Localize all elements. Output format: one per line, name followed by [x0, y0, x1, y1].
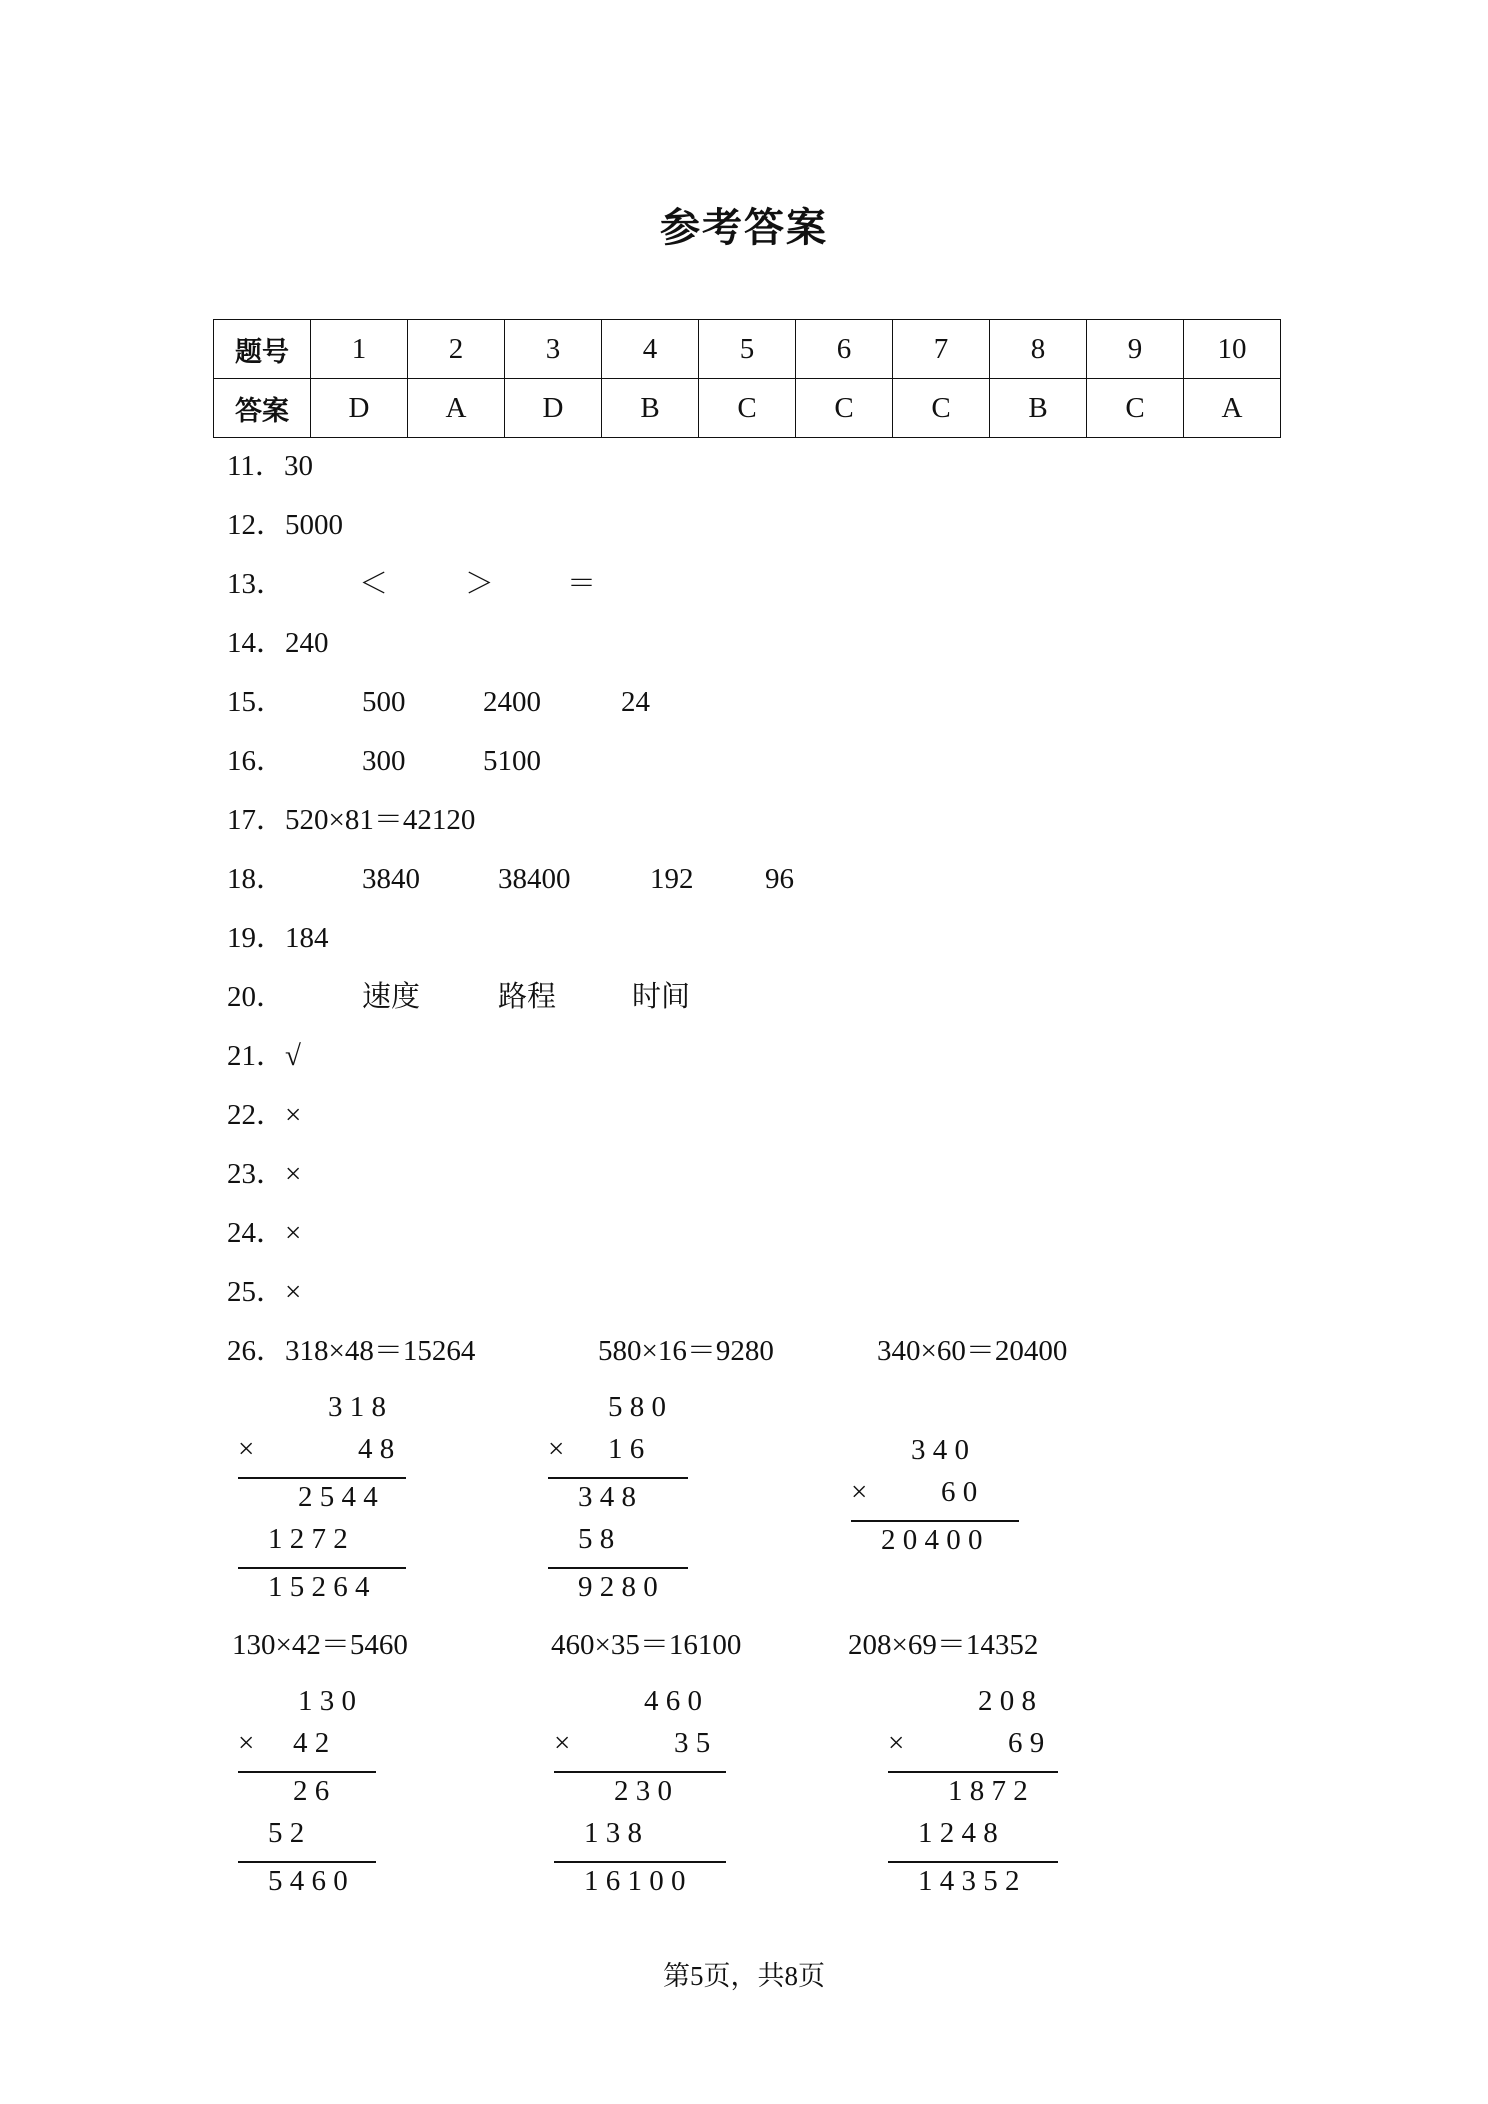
answer-item-12: 12．5000 — [227, 509, 344, 541]
divider — [888, 1861, 1058, 1863]
answer-item-25: 25．× — [227, 1276, 302, 1308]
answer-item-14: 14．240 — [227, 627, 329, 659]
answer-item-23: 23．× — [227, 1158, 302, 1190]
table-cell: 2 — [408, 320, 505, 379]
divider — [238, 1771, 376, 1773]
table-cell: B — [602, 379, 699, 438]
answer-item-22: 22．× — [227, 1099, 302, 1131]
vertical-calculation: 4 6 0 × 3 5 2 3 0 1 3 8 1 6 1 0 0 — [554, 1685, 729, 1905]
table-cell: 5 — [699, 320, 796, 379]
answer-item-20: 20． 速度 路程 时间 — [227, 981, 691, 1013]
divider — [238, 1477, 406, 1479]
table-cell: 7 — [893, 320, 990, 379]
table-cell: D — [311, 379, 408, 438]
page-footer: 第5页，共8页 — [663, 1961, 825, 1991]
equation: 318×48＝15264 — [285, 1335, 476, 1367]
vertical-calculation: 1 3 0 × 4 2 2 6 5 2 5 4 6 0 — [238, 1685, 378, 1905]
table-cell: C — [699, 379, 796, 438]
divider — [554, 1771, 726, 1773]
answer-item-21: 21．√ — [227, 1040, 301, 1072]
table-cell: 1 — [311, 320, 408, 379]
answer-item-18: 18． 3840 38400 192 96 — [227, 863, 794, 895]
equation: 130×42＝5460 — [232, 1629, 408, 1661]
table-cell: C — [893, 379, 990, 438]
table-cell: 8 — [990, 320, 1087, 379]
table-header-number: 题号 — [214, 320, 311, 379]
vertical-calculation: 3 1 8 × 4 8 2 5 4 4 1 2 7 2 1 5 2 6 4 — [238, 1391, 408, 1611]
table-cell: B — [990, 379, 1087, 438]
table-row-answers — [214, 379, 1281, 438]
table-cell: 10 — [1184, 320, 1281, 379]
divider — [548, 1477, 688, 1479]
answer-item-26: 26．318×48＝15264 — [227, 1335, 476, 1367]
answer-item-13: 13． ＜ ＞ ＝ — [227, 568, 597, 600]
divider — [554, 1861, 726, 1863]
vertical-calculation: 3 4 0 × 6 0 2 0 4 0 0 — [851, 1434, 1021, 1554]
answer-table — [213, 319, 1281, 438]
equation: 340×60＝20400 — [877, 1335, 1068, 1367]
table-cell: A — [1184, 379, 1281, 438]
table-cell: A — [408, 379, 505, 438]
vertical-calculation: 5 8 0 × 1 6 3 4 8 5 8 9 2 8 0 — [548, 1391, 698, 1611]
table-cell: 3 — [505, 320, 602, 379]
divider — [851, 1520, 1019, 1522]
table-cell: C — [1087, 379, 1184, 438]
answer-item-11: 11．30 — [227, 450, 313, 482]
answer-item-24: 24．× — [227, 1217, 302, 1249]
divider — [888, 1771, 1058, 1773]
table-cell: 6 — [796, 320, 893, 379]
answer-item-19: 19．184 — [227, 922, 329, 954]
answer-item-17: 17．520×81＝42120 — [227, 804, 476, 836]
divider — [548, 1567, 688, 1569]
answer-item-15: 15． 500 2400 24 — [227, 686, 650, 718]
table-cell: C — [796, 379, 893, 438]
vertical-calculation: 2 0 8 × 6 9 1 8 7 2 1 2 4 8 1 4 3 5 2 — [888, 1685, 1063, 1905]
equation: 460×35＝16100 — [551, 1629, 742, 1661]
table-cell: 9 — [1087, 320, 1184, 379]
divider — [238, 1567, 406, 1569]
table-row-numbers — [214, 320, 1281, 379]
equation: 208×69＝14352 — [848, 1629, 1039, 1661]
answer-item-16: 16． 300 5100 — [227, 745, 541, 777]
table-cell: D — [505, 379, 602, 438]
divider — [238, 1861, 376, 1863]
page-title: 参考答案 — [660, 205, 828, 251]
equation: 580×16＝9280 — [598, 1335, 774, 1367]
table-header-answer: 答案 — [214, 379, 311, 438]
table-cell: 4 — [602, 320, 699, 379]
